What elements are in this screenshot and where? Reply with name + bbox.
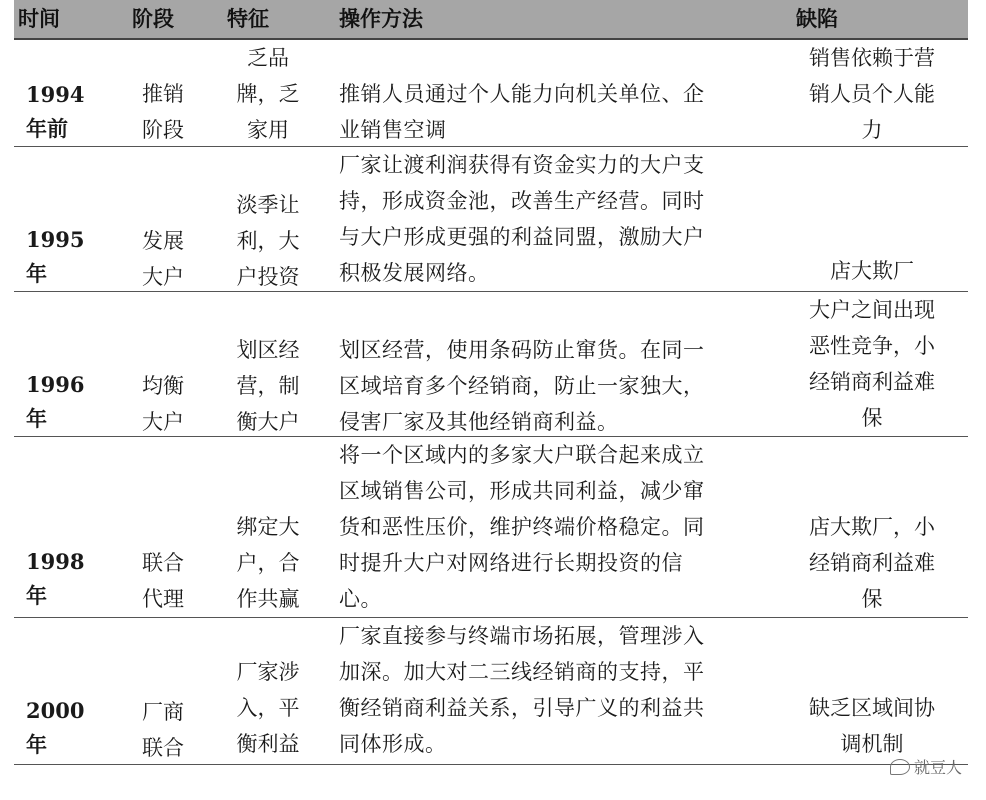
cell-time: 2000 年 — [26, 698, 85, 757]
header-flaw: 缺陷 — [796, 7, 838, 31]
cell-stage: 推销 阶段 — [142, 82, 184, 142]
cell-feature: 厂家涉 入，平 衡利益 — [236, 660, 300, 756]
header-method: 操作方法 — [339, 7, 423, 31]
table-row — [14, 437, 968, 618]
cell-flaw: 店大欺厂，小 经销商利益难 保 — [809, 515, 935, 611]
cell-stage: 联合 代理 — [142, 551, 184, 611]
cell-method: 划区经营，使用条码防止窜货。在同一 区域培育多个经销商，防止一家独大， 侵害厂家及其他经销商利益。 — [339, 338, 705, 434]
data-table — [14, 0, 968, 765]
cell-method: 将一个区域内的多家大户联合起来成立 区域销售公司，形成共同利益，减少窜 货和恶性压价，维护终端价格稳定。同 时提升大户对网络进行长期投资的信 心。 — [339, 443, 705, 611]
cell-time: 1994 年前 — [26, 82, 85, 141]
table-header — [14, 0, 968, 40]
cell-feature: 淡季让 利，大 户投资 — [236, 193, 300, 289]
header-time: 时间 — [18, 7, 60, 31]
cell-flaw: 店大欺厂 — [830, 259, 914, 283]
header-stage: 阶段 — [132, 7, 174, 31]
watermark — [890, 755, 962, 778]
cell-feature: 绑定大 户，合 作共赢 — [236, 515, 300, 611]
cell-feature: 划区经 营，制 衡大户 — [236, 338, 300, 434]
cell-time: 1996 年 — [26, 372, 85, 431]
cell-method: 推销人员通过个人能力向机关单位、企 业销售空调 — [339, 82, 705, 142]
cell-stage: 均衡 大户 — [142, 374, 184, 434]
cell-feature: 乏品 牌，乏 家用 — [236, 46, 300, 142]
table-row — [14, 618, 968, 765]
chat-bubble-icon — [890, 759, 910, 775]
cell-time: 1998 年 — [26, 549, 85, 608]
cell-flaw: 销售依赖于营 销人员个人能 力 — [809, 46, 935, 142]
cell-time: 1995 年 — [26, 227, 85, 286]
cell-stage: 发展 大户 — [142, 229, 184, 289]
cell-method: 厂家让渡利润获得有资金实力的大户支 持，形成资金池，改善生产经营。同时 与大户形成更强的利益同盟，激励大户 积极发展网络。 — [339, 153, 705, 285]
header-feature: 特征 — [227, 7, 269, 31]
table-row — [14, 292, 968, 437]
cell-method: 厂家直接参与终端市场拓展，管理涉入 加深。加大对二三线经销商的支持，平 衡经销商利益关系，引导广义的利益共 同体形成。 — [339, 624, 705, 756]
table-row — [14, 147, 968, 292]
table-row — [14, 40, 968, 147]
cell-flaw: 大户之间出现 恶性竞争，小 经销商利益难 保 — [809, 298, 935, 430]
cell-stage: 厂商 联合 — [142, 700, 184, 760]
cell-flaw: 缺乏区域间协 调机制 — [809, 696, 935, 756]
watermark-text: 就豆人 — [913, 758, 962, 777]
